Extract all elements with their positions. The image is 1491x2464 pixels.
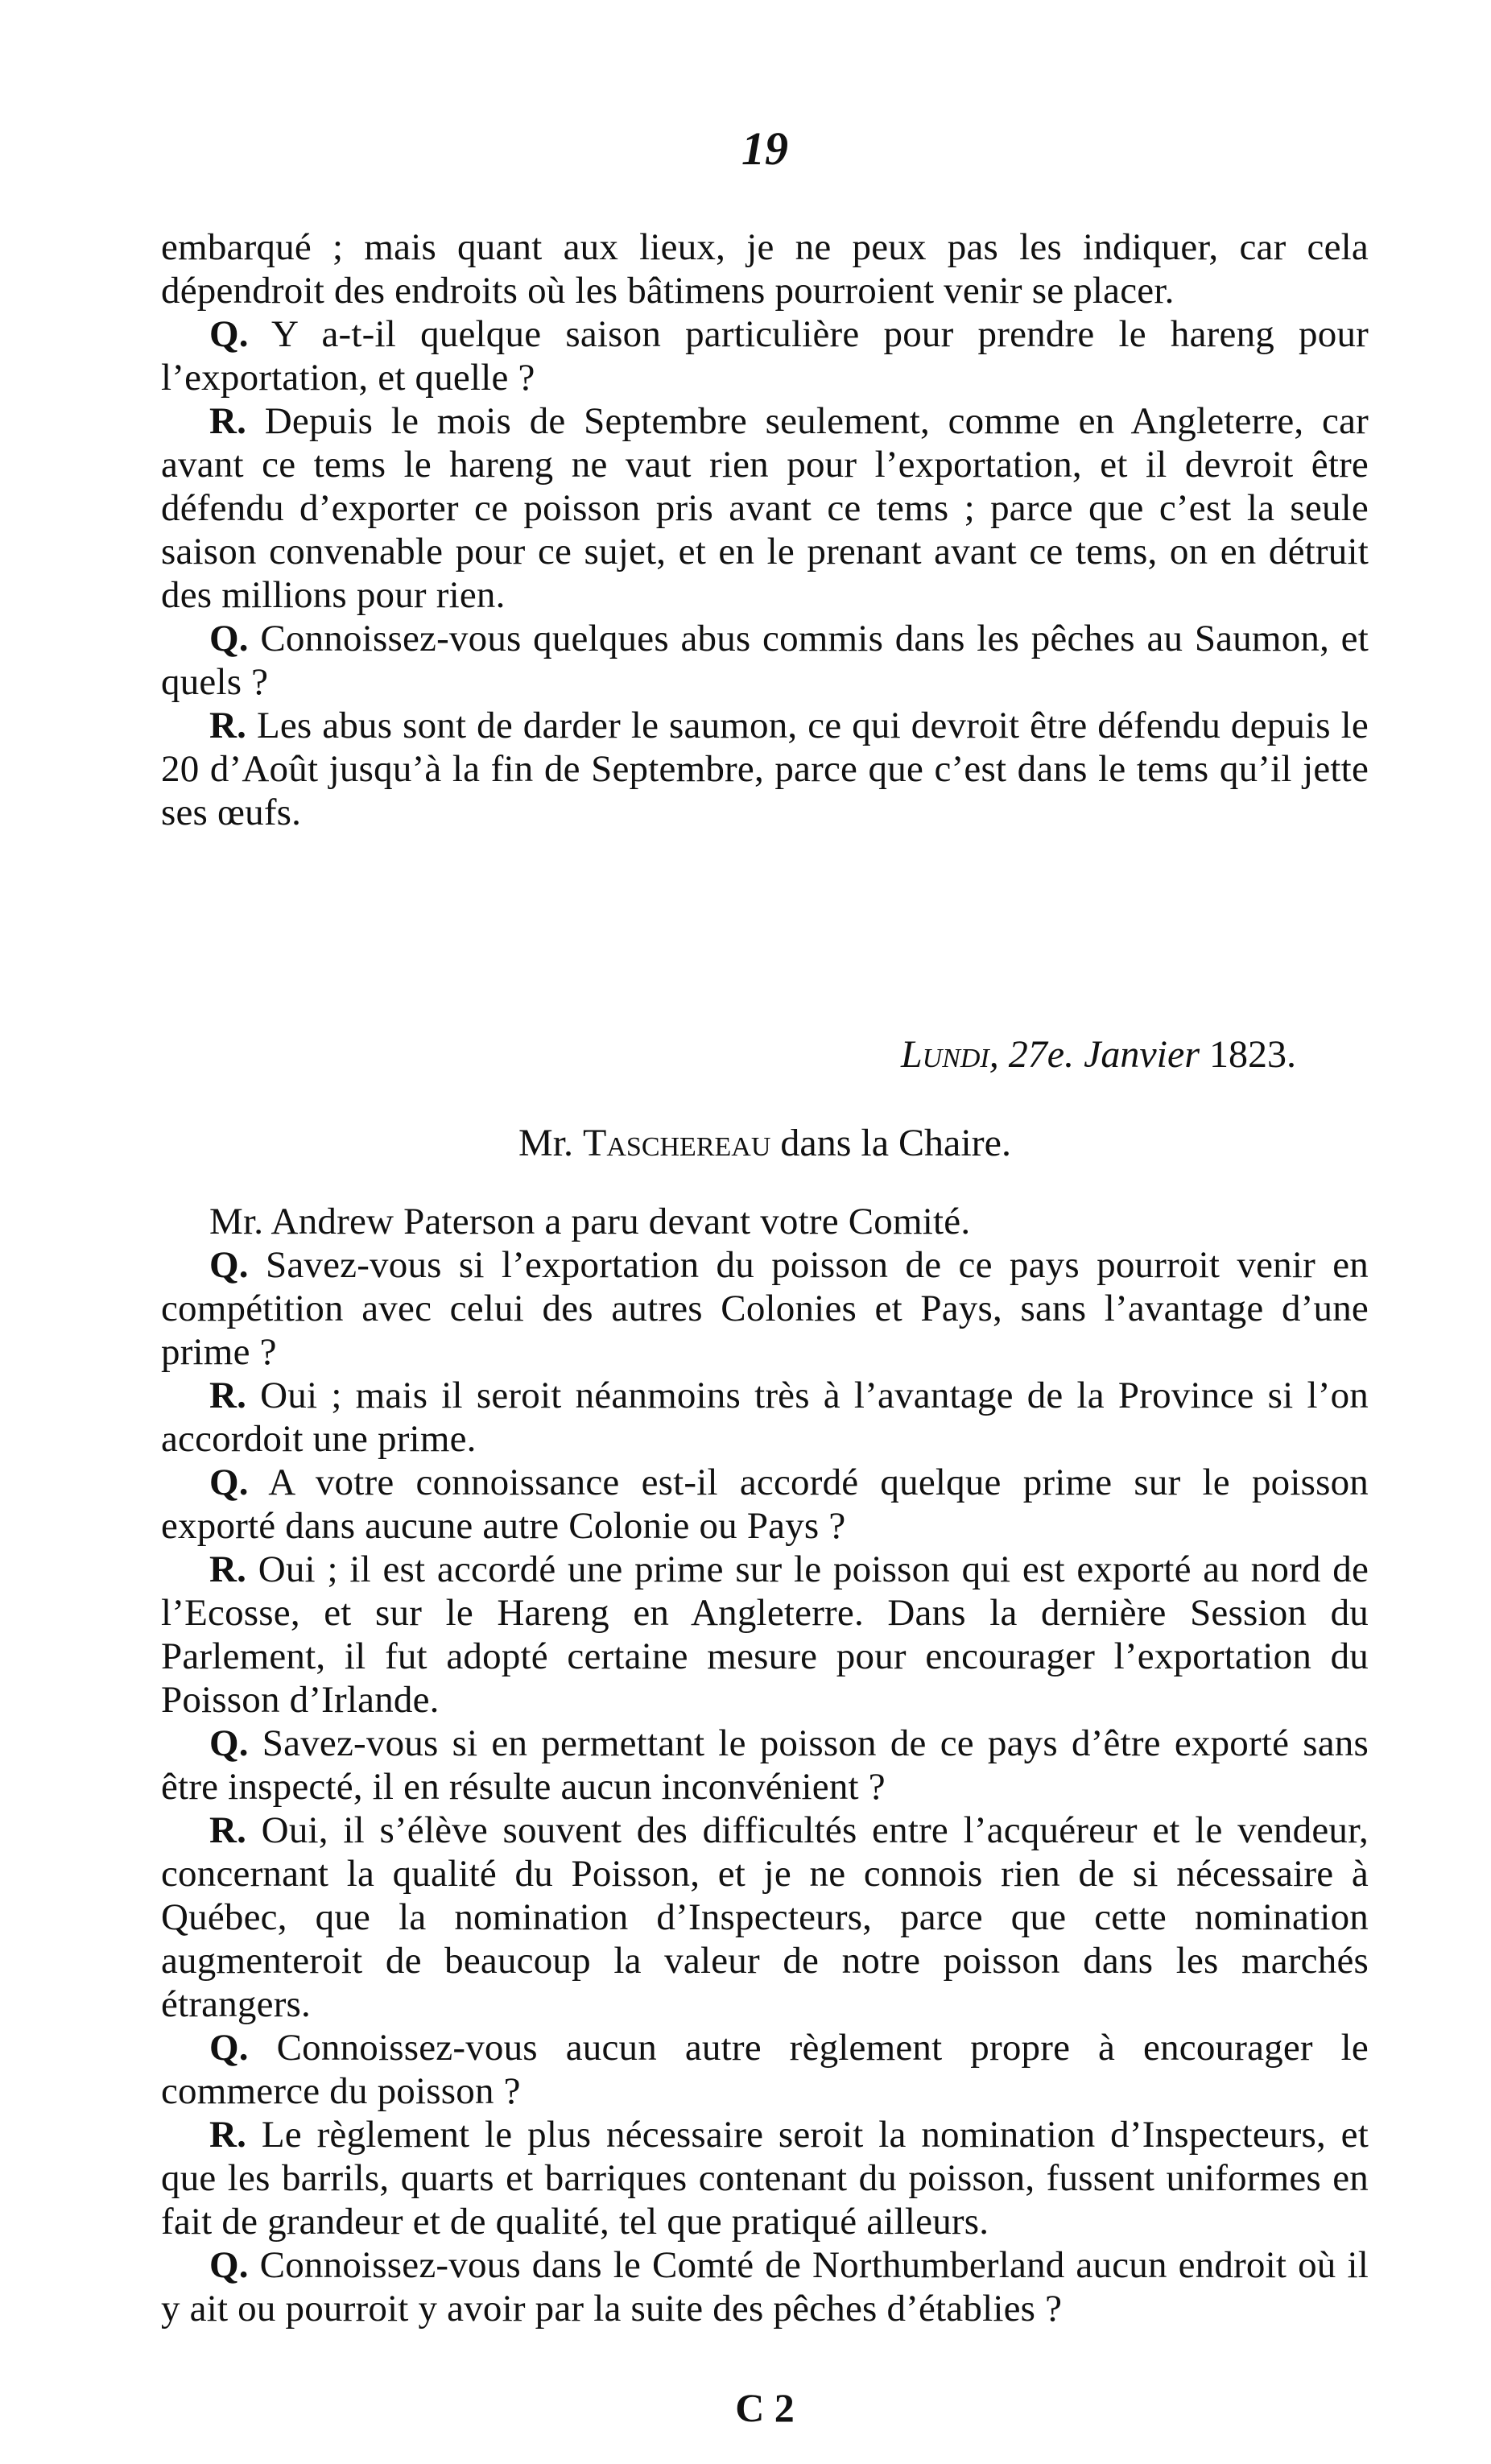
answer-text: Oui, il s’élève souvent des difficultés entre l’acquéreur et le vendeur, concernant la qualité du Poisson, et je ne connois rien de si nécessaire à Québec, que la nomination d’Inspecteurs, parce que cette nomination augmenteroit de beaucoup la valeur de notre poisson dans les marchés étrangers. <box>161 1809 1369 2025</box>
question-marker: Q. <box>209 1244 249 1286</box>
book-page <box>161 121 1369 2430</box>
question-paragraph <box>161 617 1369 704</box>
answer-marker: R. <box>209 1375 247 1416</box>
chair-name: Taschereau <box>583 1122 771 1164</box>
answer-marker: R. <box>209 1548 247 1590</box>
question-text: Connoissez-vous dans le Comté de Northumberland aucun endroit où il y ait ou pourroit y avoir par la suite des pêches d’établies ? <box>161 2244 1369 2330</box>
chair-heading <box>161 1119 1369 1168</box>
paragraph-text: embarqué ; mais quant aux lieux, je ne peux pas les indiquer, car cela dépendroit des endroits où les bâtimens pourroient venir se placer. <box>161 226 1369 312</box>
question-paragraph <box>161 2026 1369 2113</box>
question-marker: Q. <box>209 2027 249 2069</box>
question-text: Savez-vous si l’exportation du poisson de ce pays pourroit venir en compétition avec celui des autres Colonies et Pays, sans l’avantage d’une prime ? <box>161 1244 1369 1373</box>
dateline-date: , 27e. Janvier <box>989 1033 1209 1076</box>
question-marker: Q. <box>209 1461 249 1503</box>
question-paragraph <box>161 1722 1369 1809</box>
paragraph-text: Mr. Andrew Paterson a paru devant votre Comité. <box>209 1201 971 1242</box>
question-text: Savez-vous si en permettant le poisson de ce pays d’être exporté sans être inspecté, il en résulte aucun inconvénient ? <box>161 1722 1369 1808</box>
page-number: 19 <box>741 122 788 175</box>
session-dateline <box>901 1031 1296 1079</box>
answer-paragraph <box>161 1548 1369 1722</box>
chair-suffix: dans la Chaire. <box>770 1122 1011 1164</box>
question-paragraph <box>161 1243 1369 1374</box>
question-text: Connoissez-vous quelques abus commis dans les pêches au Saumon, et quels ? <box>161 618 1369 703</box>
answer-text: Oui ; mais il seroit néanmoins très à l’avantage de la Province si l’on accordoit une prime. <box>161 1375 1369 1460</box>
answer-marker: R. <box>209 2114 247 2156</box>
answer-text: Les abus sont de darder le saumon, ce qui devroit être défendu depuis le 20 d’Août jusqu’à la fin de Septembre, parce que c’est dans le tems qu’il jette ses œufs. <box>161 705 1369 833</box>
answer-paragraph <box>161 1374 1369 1461</box>
question-marker: Q. <box>209 2244 249 2286</box>
answer-marker: R. <box>209 1809 247 1851</box>
question-text: Connoissez-vous aucun autre règlement propre à encourager le commerce du poisson ? <box>161 2027 1369 2112</box>
question-marker: Q. <box>209 1722 249 1764</box>
question-text: A votre connoissance est-il accordé quelque prime sur le poisson exporté dans aucune autre Colonie ou Pays ? <box>161 1461 1369 1547</box>
testimony-block-second <box>161 1200 1369 2330</box>
dateline-day: Lundi <box>900 1033 989 1076</box>
answer-text: Oui ; il est accordé une prime sur le poisson qui est exporté au nord de l’Ecosse, et sur le Hareng en Angleterre. Dans la dernière Session du Parlement, il fut adopté certaine mesure pour encourager l’exportation du Poisson d’Irlande. <box>161 1548 1369 1721</box>
answer-marker: R. <box>209 705 247 746</box>
printer-signature-mark: C 2 <box>735 2385 795 2430</box>
answer-paragraph <box>161 399 1369 617</box>
testimony-block-first <box>161 225 1369 834</box>
answer-text: Le règlement le plus nécessaire seroit la nomination d’Inspecteurs, et que les barrils, quarts et barriques contenant du poisson, fussent uniformes en fait de grandeur et de qualité, tel que pratiqué ailleurs. <box>161 2114 1369 2243</box>
question-paragraph <box>161 312 1369 399</box>
question-marker: Q. <box>209 618 249 659</box>
answer-text: Depuis le mois de Septembre seulement, comme en Angleterre, car avant ce tems le hareng ne vaut rien pour l’exportation, et il devroit être défendu d’exporter ce poisson pris avant ce tems ; parce que c’est la seule saison convenable pour ce sujet, et en le prenant avant ce tems, on en détruit des millions pour rien. <box>161 400 1369 616</box>
chair-prefix: Mr. <box>518 1122 584 1164</box>
dateline-year: 1823. <box>1209 1033 1296 1076</box>
answer-paragraph <box>161 704 1369 834</box>
answer-marker: R. <box>209 400 247 442</box>
question-paragraph <box>161 1461 1369 1548</box>
question-marker: Q. <box>209 313 249 355</box>
question-paragraph <box>161 2243 1369 2330</box>
answer-paragraph <box>161 1809 1369 2026</box>
witness-intro <box>161 1200 1369 1243</box>
question-text: Y a-t-il quelque saison particulière pour prendre le hareng pour l’exportation, et quelle ? <box>161 313 1369 399</box>
answer-paragraph <box>161 2113 1369 2243</box>
paragraph-continuation <box>161 225 1369 312</box>
